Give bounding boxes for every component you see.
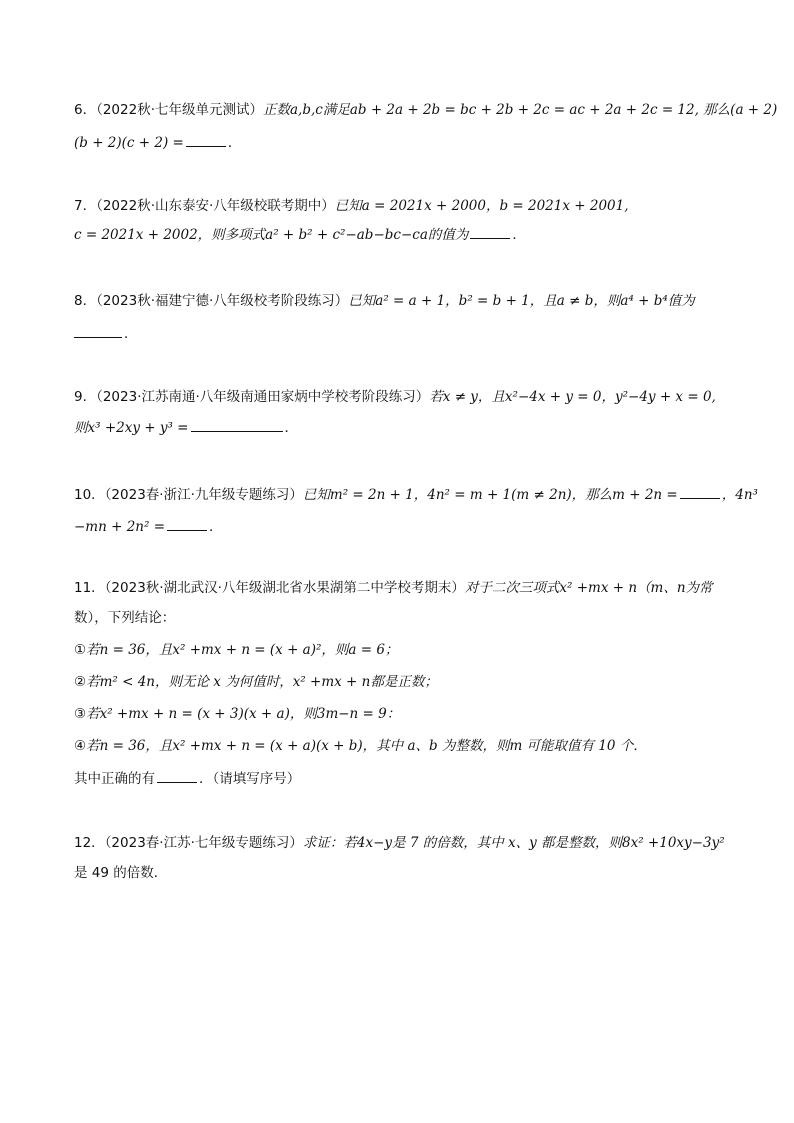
problem-number: 9．: [74, 389, 97, 405]
problem-text: 其中正确的有: [74, 771, 155, 787]
answer-blank[interactable]: [680, 484, 720, 499]
punctuation: ．: [284, 420, 298, 436]
problem-source: （2023秋·湖北武汉·八年级湖北省水果湖第二中学校考期末）: [104, 580, 465, 596]
item-text: 若x² +mx + n = (x + 3)(x + a)，则3m−n = 9：: [86, 706, 401, 722]
punctuation: ．: [227, 135, 242, 151]
item-text: 若n = 36，且x² +mx + n = (x + a)(x + b)，其中 a、b 为整数，则m 可能取值有 10 个．: [86, 738, 647, 754]
problem-number: 11．: [74, 580, 105, 596]
problem-text: (b + 2)(c + 2) =: [74, 135, 184, 151]
item-mark: ③: [74, 706, 87, 722]
problem-text: 求证：若4x−y是 7 的倍数，其中 x、y 都是整数，则8x² +10xy−3y²: [302, 835, 725, 851]
problem-8: [74, 291, 754, 343]
problem-source: （2023春·浙江·九年级专题练习）: [104, 487, 303, 503]
problem-number: 7．: [74, 198, 97, 214]
problem-number: 12．: [74, 835, 105, 851]
problem-6: [74, 100, 778, 152]
problem-source: （2023春·江苏·七年级专题练习）: [104, 835, 303, 851]
answer-blank[interactable]: [470, 224, 510, 239]
problem-text: 已知a = 2021x + 2000，b = 2021x + 2001,: [334, 198, 629, 214]
item-mark: ①: [74, 642, 87, 658]
problem-text: 正数a,b,c满足ab + 2a + 2b = bc + 2b + 2c = ac + 2a + 2c = 12, 那么(a + 2): [263, 102, 778, 118]
problem-source: （2022秋·山东泰安·八年级校联考期中）: [96, 198, 335, 214]
problem-text: 若x ≠ y，且x²−4x + y = 0，y²−4y + x = 0,: [429, 389, 716, 405]
problem-source: （2022秋·七年级单元测试）: [96, 102, 263, 118]
problem-7: [74, 196, 754, 244]
problem-text: 已知a² = a + 1，b² = b + 1，且a ≠ b，则a⁴ + b⁴值为: [348, 293, 695, 309]
statement-item: [74, 704, 754, 724]
statement-item: [74, 640, 754, 660]
problem-12: [74, 833, 754, 883]
answer-blank[interactable]: [186, 132, 226, 147]
problem-text: 对于二次三项式x² +mx + n（m、n为常: [464, 580, 713, 596]
problem-text: 数），下列结论：: [74, 610, 176, 626]
problem-number: 8．: [74, 293, 97, 309]
problem-11: [74, 578, 754, 788]
problem-text: 已知m² = 2n + 1，4n² = m + 1(m ≠ 2n)，那么m + 2n =: [302, 487, 678, 503]
answer-blank[interactable]: [167, 516, 207, 531]
item-text: 若n = 36，且x² +mx + n = (x + a)²，则a = 6；: [86, 642, 399, 658]
problem-source: （2023·江苏南通·八年级南通田家炳中学校考阶段练习）: [96, 389, 430, 405]
problem-text: ．（请填写序号）: [199, 771, 301, 787]
item-text: 若m² < 4n，则无论 x 为何值时，x² +mx + n都是正数；: [86, 674, 438, 690]
problem-9: [74, 387, 754, 437]
problem-number: 6．: [74, 102, 97, 118]
problem-text: ，4n³: [721, 487, 758, 503]
problem-text: c = 2021x + 2002，则多项式a² + b² + c²−ab−bc−ca的值为: [74, 227, 469, 243]
punctuation: ．: [124, 326, 138, 342]
answer-blank[interactable]: [191, 417, 283, 432]
problem-text: 是 49 的倍数．: [74, 865, 168, 881]
answer-blank[interactable]: [74, 323, 122, 338]
problem-10: [74, 484, 758, 536]
problem-text: −mn + 2n² =: [74, 519, 165, 535]
statement-item: [74, 736, 754, 756]
item-mark: ②: [74, 674, 87, 690]
statement-item: [74, 672, 754, 692]
problem-number: 10．: [74, 487, 105, 503]
problem-text: 则x³ +2xy + y³ =: [74, 420, 189, 436]
answer-blank[interactable]: [157, 768, 197, 783]
problem-source: （2023秋·福建宁德·八年级校考阶段练习）: [96, 293, 349, 309]
punctuation: ．: [512, 227, 526, 243]
item-mark: ④: [74, 738, 87, 754]
punctuation: ．: [209, 519, 223, 535]
